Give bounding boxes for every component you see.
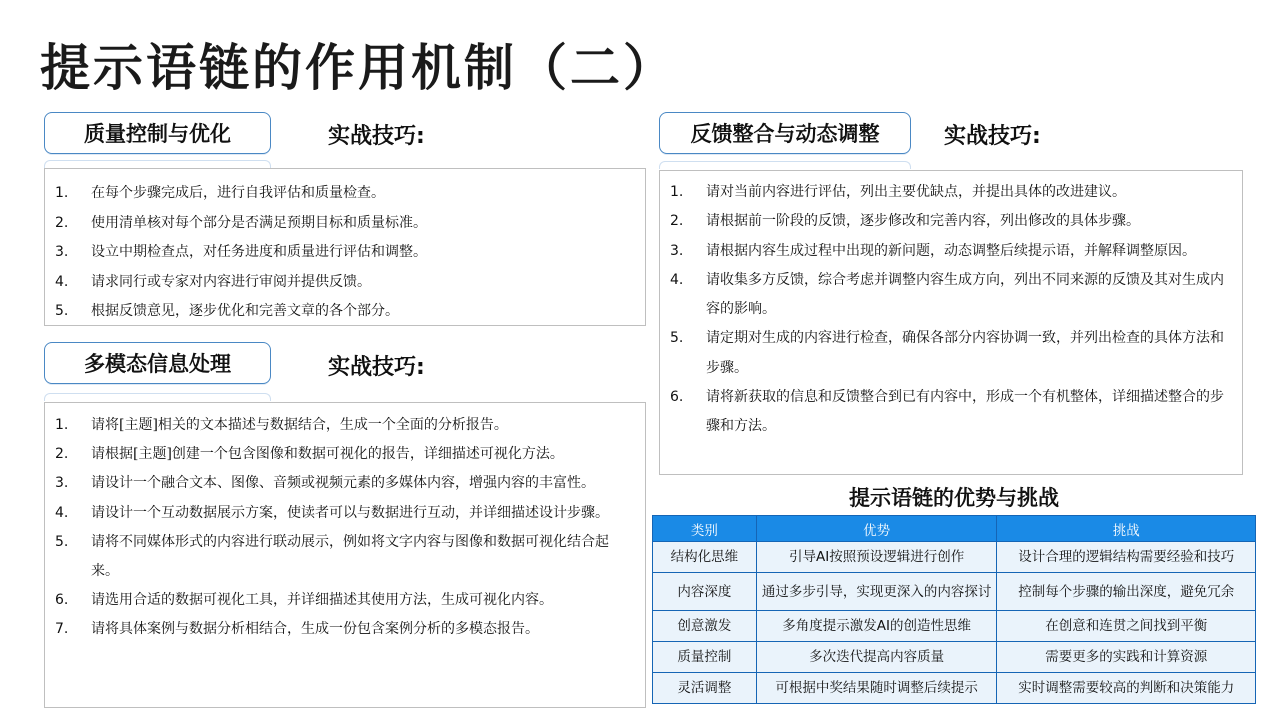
column-header-advantage: 优势 xyxy=(756,516,997,542)
list-item-text: 在每个步骤完成后，进行自我评估和质量检查。 xyxy=(91,185,385,201)
quality-control-heading-tab xyxy=(44,160,271,168)
list-item xyxy=(55,499,633,528)
list-item xyxy=(670,207,1232,236)
table-header-row xyxy=(653,516,1256,542)
multimodal-list xyxy=(55,411,633,645)
list-item-text: 请对当前内容进行评估，列出主要优缺点，并提出具体的改进建议。 xyxy=(706,184,1126,200)
multimodal-list-box xyxy=(44,402,646,708)
quality-control-list xyxy=(55,179,633,327)
page-title: 提示语链的作用机制（二） xyxy=(40,39,676,97)
list-item-text: 请将新获取的信息和反馈整合到已有内容中，形成一个有机整体，详细描述整合的步骤和方法。 xyxy=(706,389,1224,435)
table-cell-challenge: 控制每个步骤的输出深度，避免冗余 xyxy=(997,573,1256,611)
advantages-challenges-table xyxy=(652,515,1256,704)
list-item-text: 请设计一个互动数据展示方案，使读者可以与数据进行互动，并详细描述设计步骤。 xyxy=(91,504,609,521)
list-item-number: 5. xyxy=(55,303,69,319)
list-item-text: 请根据内容生成过程中出现的新问题，动态调整后续提示语，并解释调整原因。 xyxy=(706,242,1196,259)
list-item-text: 请将具体案例与数据分析相结合，生成一份包含案例分析的多模态报告。 xyxy=(91,621,539,638)
list-item xyxy=(670,266,1232,325)
list-item xyxy=(670,324,1232,383)
list-item xyxy=(55,179,633,209)
list-item-text: 请收集多方反馈，综合考虑并调整内容生成方向，列出不同来源的反馈及其对生成内容的影响。 xyxy=(706,271,1224,318)
table-cell-category: 结构化思维 xyxy=(653,542,757,573)
table-row xyxy=(653,673,1256,704)
list-item-number: 1. xyxy=(55,185,69,201)
list-item-text: 请根据[主题]创建一个包含图像和数据可视化的报告，详细描述可视化方法。 xyxy=(91,446,564,463)
feedback-skills-label: 实战技巧: xyxy=(944,124,1041,149)
list-item xyxy=(55,209,633,239)
table-cell-category: 灵活调整 xyxy=(653,673,757,704)
list-item xyxy=(670,237,1232,266)
table-row xyxy=(653,611,1256,642)
table-cell-advantage: 引导AI按照预设逻辑进行创作 xyxy=(756,542,997,573)
multimodal-heading-tab xyxy=(44,393,271,401)
list-item-number: 6. xyxy=(670,389,684,406)
list-item-text: 根据反馈意见，逐步优化和完善文章的各个部分。 xyxy=(91,303,399,319)
list-item xyxy=(55,238,633,268)
list-item xyxy=(55,528,633,586)
list-item xyxy=(55,469,633,498)
table-cell-challenge: 需要更多的实践和计算资源 xyxy=(997,642,1256,673)
table-cell-advantage: 多次迭代提高内容质量 xyxy=(756,642,997,673)
table-row xyxy=(653,642,1256,673)
list-item xyxy=(55,411,633,440)
table-cell-challenge: 在创意和连贯之间找到平衡 xyxy=(997,611,1256,642)
multimodal-skills-label: 实战技巧: xyxy=(328,355,425,380)
table-cell-challenge: 实时调整需要较高的判断和决策能力 xyxy=(997,673,1256,704)
column-header-category: 类别 xyxy=(653,516,757,542)
list-item-number: 5. xyxy=(670,330,684,347)
list-item-number: 2. xyxy=(55,446,69,463)
list-item-number: 2. xyxy=(55,214,69,231)
list-item-text: 请定期对生成的内容进行检查，确保各部分内容协调一致，并列出检查的具体方法和步骤。 xyxy=(706,330,1224,376)
list-item-text: 设立中期检查点，对任务进度和质量进行评估和调整。 xyxy=(91,244,427,260)
quality-control-list-box xyxy=(44,168,646,326)
list-item-text: 请求同行或专家对内容进行审阅并提供反馈。 xyxy=(91,273,371,290)
table-cell-advantage: 通过多步引导，实现更深入的内容探讨 xyxy=(756,573,997,611)
table-cell-challenge: 设计合理的逻辑结构需要经验和技巧 xyxy=(997,542,1256,573)
list-item-number: 2. xyxy=(670,213,684,230)
list-item-text: 请选用合适的数据可视化工具，并详细描述其使用方法，生成可视化内容。 xyxy=(91,592,553,609)
quality-skills-label: 实战技巧: xyxy=(328,124,425,149)
list-item xyxy=(670,178,1232,207)
quality-control-heading: 质量控制与优化 xyxy=(44,112,271,154)
table-cell-category: 质量控制 xyxy=(653,642,757,673)
list-item-number: 3. xyxy=(670,242,684,259)
table-cell-category: 创意激发 xyxy=(653,611,757,642)
list-item xyxy=(55,440,633,469)
feedback-heading-tab xyxy=(659,161,911,169)
feedback-list-box xyxy=(659,170,1243,475)
list-item-number: 5. xyxy=(55,533,69,550)
list-item-text: 使用清单核对每个部分是否满足预期目标和质量标准。 xyxy=(91,214,427,231)
list-item-text: 请将不同媒体形式的内容进行联动展示，例如将文字内容与图像和数据可视化结合起来。 xyxy=(91,533,609,580)
list-item-number: 1. xyxy=(670,184,684,200)
table-row xyxy=(653,573,1256,611)
feedback-list xyxy=(670,178,1232,442)
table-title: 提示语链的优势与挑战 xyxy=(849,486,1059,510)
list-item-number: 1. xyxy=(55,417,69,433)
table-cell-advantage: 可根据中奖结果随时调整后续提示 xyxy=(756,673,997,704)
multimodal-heading: 多模态信息处理 xyxy=(44,342,271,384)
list-item-text: 请根据前一阶段的反馈，逐步修改和完善内容，列出修改的具体步骤。 xyxy=(706,213,1140,230)
list-item xyxy=(55,268,633,298)
table-row xyxy=(653,542,1256,573)
list-item xyxy=(55,297,633,327)
list-item xyxy=(55,615,633,644)
list-item-number: 4. xyxy=(55,504,69,521)
list-item-number: 3. xyxy=(55,475,69,492)
list-item xyxy=(670,383,1232,442)
table-cell-advantage: 多角度提示激发AI的创造性思维 xyxy=(756,611,997,642)
list-item-number: 4. xyxy=(55,273,69,290)
list-item-text: 请设计一个融合文本、图像、音频或视频元素的多媒体内容，增强内容的丰富性。 xyxy=(91,475,595,492)
feedback-heading: 反馈整合与动态调整 xyxy=(659,112,911,154)
list-item xyxy=(55,586,633,615)
list-item-number: 6. xyxy=(55,592,69,609)
table-cell-category: 内容深度 xyxy=(653,573,757,611)
list-item-number: 3. xyxy=(55,244,69,260)
column-header-challenge: 挑战 xyxy=(997,516,1256,542)
list-item-number: 7. xyxy=(55,621,69,638)
list-item-number: 4. xyxy=(670,271,684,288)
list-item-text: 请将[主题]相关的文本描述与数据结合，生成一个全面的分析报告。 xyxy=(91,417,508,433)
